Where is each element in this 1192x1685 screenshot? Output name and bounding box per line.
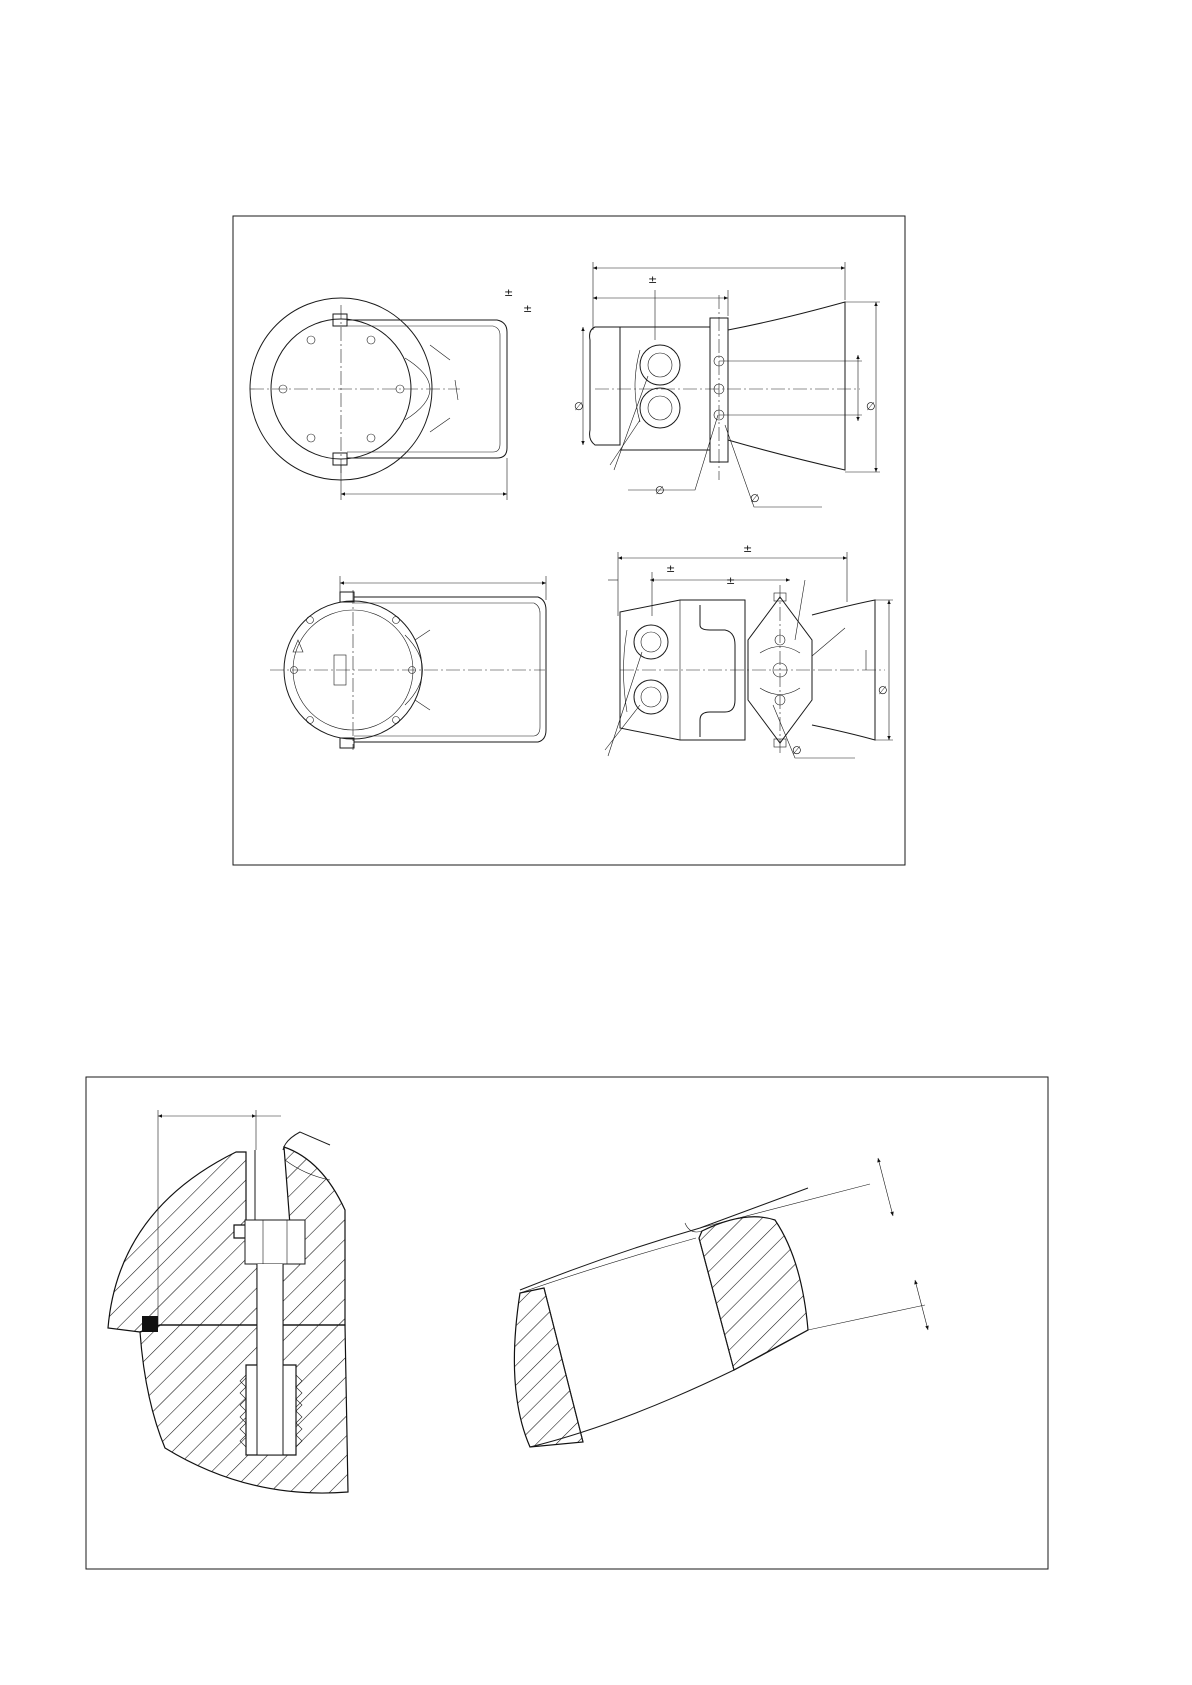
- diameter-symbol: ∅: [655, 484, 665, 497]
- diameter-symbol: ∅: [750, 492, 760, 505]
- diameter-symbol: ∅: [866, 400, 876, 413]
- diameter-symbol: ∅: [574, 400, 584, 413]
- detail-bolt-section: [108, 1110, 348, 1493]
- drawing-sheet-bottom: [86, 1077, 1048, 1569]
- diameter-symbol: ∅: [792, 744, 802, 757]
- tolerance-symbol: ±: [743, 542, 753, 555]
- tolerance-symbol: ±: [504, 286, 514, 299]
- front-view-top: [250, 286, 532, 500]
- tolerance-symbol: ±: [666, 562, 676, 575]
- drawing-sheet-top: [233, 216, 905, 865]
- side-view-bottom: [605, 542, 893, 758]
- detail-orifice-section: [514, 1158, 928, 1447]
- tolerance-symbol: ±: [726, 574, 736, 587]
- tolerance-symbol: ±: [648, 273, 658, 286]
- tolerance-symbol: ±: [523, 302, 533, 315]
- diameter-symbol: ∅: [878, 684, 888, 697]
- side-view-top: [574, 262, 880, 507]
- seal-ring: [142, 1316, 158, 1332]
- front-view-bottom: [270, 576, 546, 750]
